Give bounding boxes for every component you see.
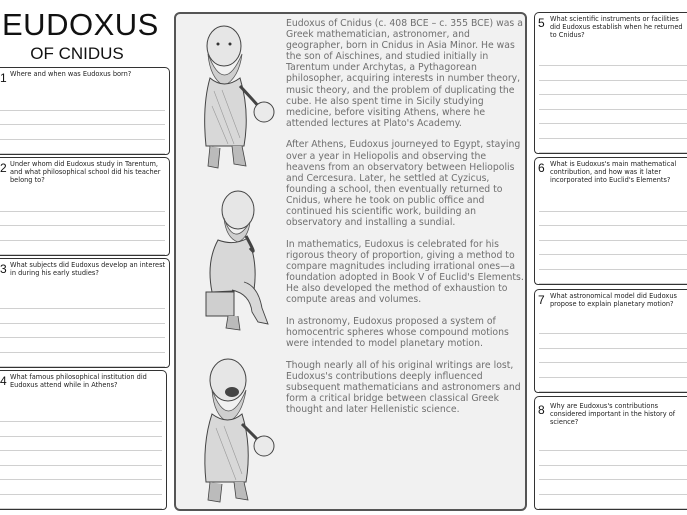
question-number: 5: [538, 16, 545, 30]
answer-lines[interactable]: [539, 52, 687, 154]
standing-philosopher-illustration: [184, 16, 276, 176]
laughing-philosopher-icon: [184, 348, 276, 508]
question-text: What scientific instruments or facilities did Eudoxus establish when he returned to Cnidus?: [550, 15, 683, 39]
question-text: What astronomical model did Eudoxus propose to explain planetary motion?: [550, 292, 677, 308]
question-number: 2: [0, 161, 7, 175]
philosopher-icon: [184, 16, 276, 176]
worksheet-title: EUDOXUS: [2, 7, 159, 42]
question-box-6: [534, 157, 687, 285]
question-number: 1: [0, 71, 7, 85]
biography-paragraph: In astronomy, Eudoxus proposed a system of homocentric spheres whose compound motions were intended to model planetary motion.: [286, 315, 509, 349]
laughing-philosopher-illustration: [184, 348, 276, 508]
worksheet-subtitle: OF CNIDUS: [30, 44, 124, 63]
question-number: 3: [0, 262, 7, 276]
question-box-8: [534, 396, 687, 510]
answer-lines[interactable]: [0, 295, 165, 368]
question-text: What famous philosophical institution did Eudoxus attend while in Athens?: [10, 373, 147, 389]
biography-text: [286, 18, 524, 426]
question-box-3: [0, 258, 170, 368]
question-text: What subjects did Eudoxus develop an interest in during his early studies?: [10, 261, 166, 277]
question-number: 4: [0, 374, 7, 388]
question-box-1: [0, 67, 170, 155]
reading-panel: [174, 12, 527, 511]
question-text: Under whom did Eudoxus study in Tarentum, and what philosophical school did his teacher belong to?: [10, 160, 161, 184]
question-number: 8: [538, 403, 545, 417]
seated-thinker-illustration: [188, 182, 278, 337]
answer-lines[interactable]: [0, 197, 165, 255]
thinker-icon: [188, 182, 278, 337]
question-box-4: [0, 370, 167, 510]
answer-lines[interactable]: [539, 437, 687, 510]
biography-paragraph: Though nearly all of his original writings are lost, Eudoxus's contributions deeply influenced subsequent mathematicians and astronomers and form a critical bridge between classical Greek thought and later Hellenistic science.: [286, 359, 521, 415]
biography-paragraph: In mathematics, Eudoxus is celebrated for his rigorous theory of proportion, giving a method to compare magnitudes including irrational ones—a foundation adopted in Book V of Euclid's Elements. He also developed the method of exhaustion to compute areas and volumes.: [286, 238, 524, 306]
question-box-2: [0, 157, 170, 256]
question-box-5: [534, 12, 687, 154]
biography-paragraph: After Athens, Eudoxus journeyed to Egypt, staying over a year in Heliopolis and observing the heavens from an observatory between Heliopolis and Cercesura. Later, he settled at Cyzicus, founding a school, then eventually returned to Cnidus, where he took on public office and continued his scientific work, building an observatory and installing a sundial.: [286, 139, 521, 229]
answer-lines[interactable]: [539, 320, 687, 393]
question-text: Where and when was Eudoxus born?: [10, 70, 132, 78]
biography-paragraph: Eudoxus of Cnidus (c. 408 BCE – c. 355 BCE) was a Greek mathematician, astronomer, and geographer, born in Cnidus in Asia Minor. He was the son of Aischines, and studied initially in Tarentum under Archytas, a Pythagorean philosopher, acquiring interests in number theory, music theory, and the problem of duplicating the cube. He also spent time in Sicily studying medicine, before visiting Athens, where he attended lectures at Plato's Academy.: [286, 18, 523, 129]
question-number: 6: [538, 161, 545, 175]
answer-lines[interactable]: [0, 408, 162, 510]
question-text: What is Eudoxus's main mathematical contribution, and how was it later incorporated into Euclid's Elements?: [550, 160, 677, 184]
question-number: 7: [538, 293, 545, 307]
answer-lines[interactable]: [0, 96, 165, 154]
question-box-7: [534, 289, 687, 393]
question-text: Why are Eudoxus's contributions considered important in the history of science?: [550, 402, 676, 426]
answer-lines[interactable]: [539, 197, 687, 284]
